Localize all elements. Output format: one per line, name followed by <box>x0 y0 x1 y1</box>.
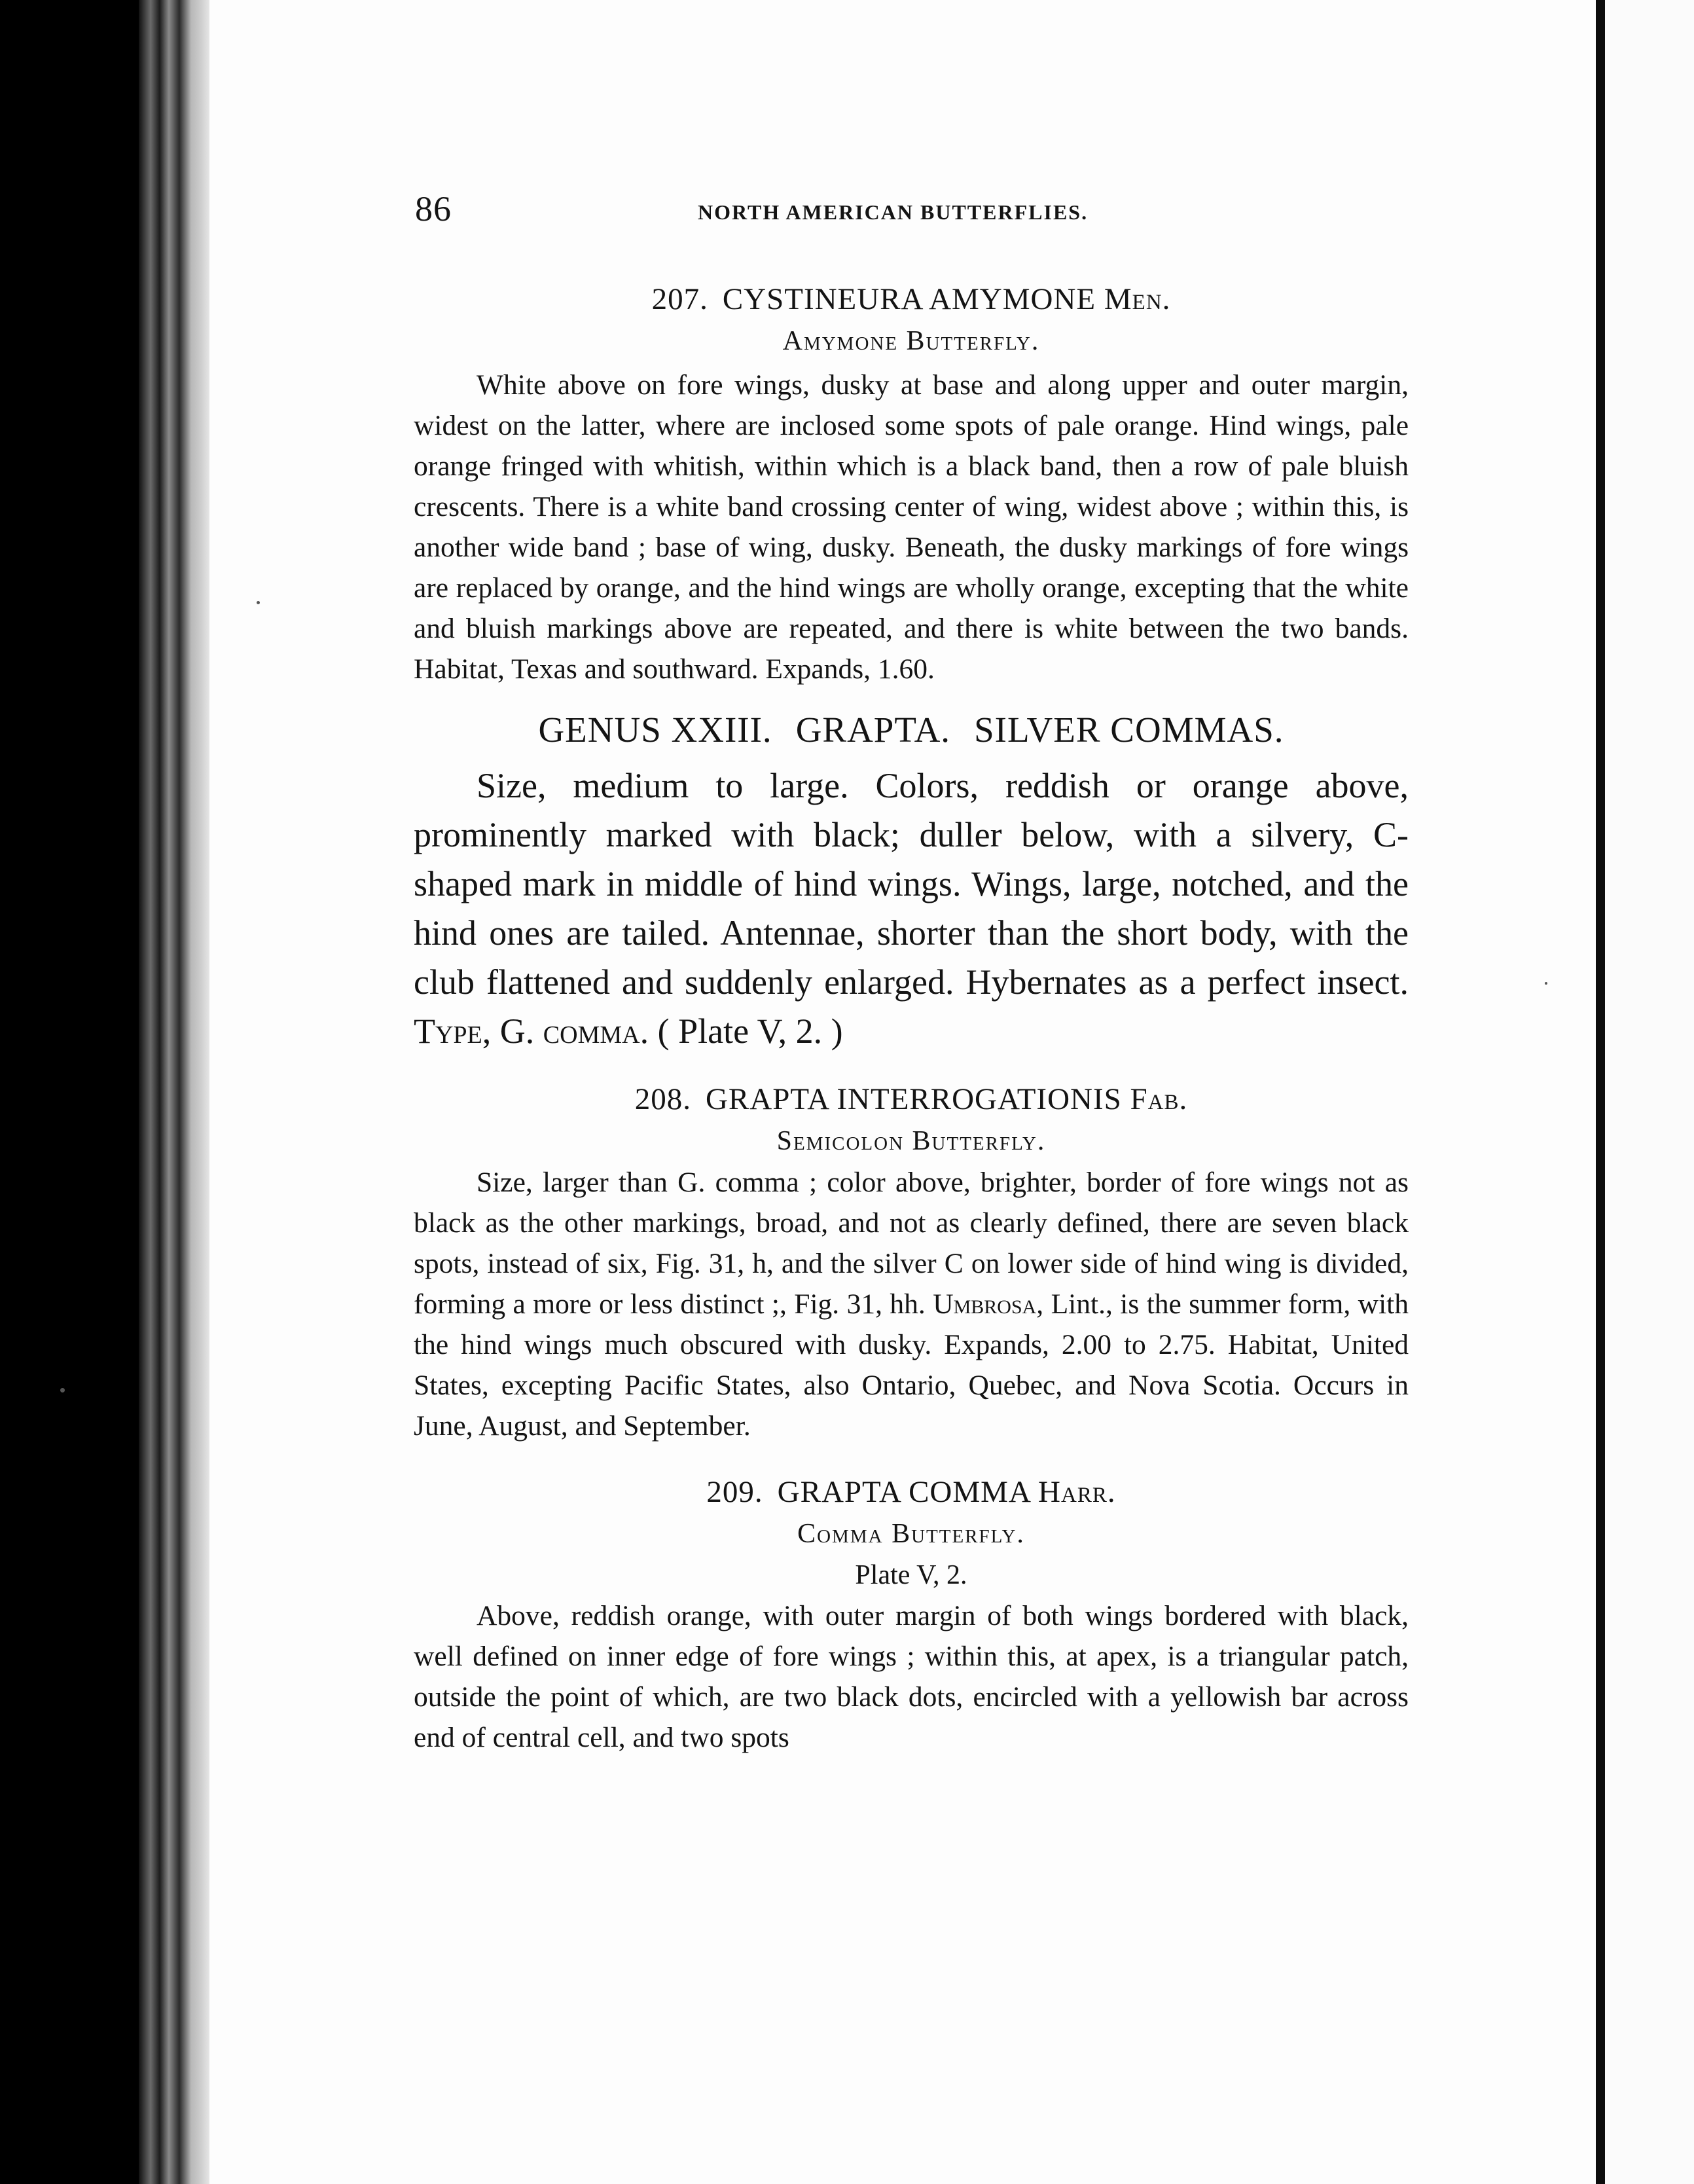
variety-name: Umbrosa, <box>933 1288 1044 1320</box>
species-208-description-b: Lint., is the summer form, with the hind wings much obscured with dusky. Expands, 2.00 to 2.75. Habitat, United States, excepting Pacific States, also Ontario, Quebec, and Nova Scotia. Occurs in June, August, and September. <box>414 1288 1409 1442</box>
genus-description <box>414 761 1409 1056</box>
species-209-plate-ref: Plate V, 2. <box>855 1560 967 1590</box>
species-209-common-name: Comma Butterfly. <box>797 1519 1025 1549</box>
species-author: Men. <box>1104 282 1171 316</box>
page-number: 86 <box>415 189 452 228</box>
type-label: Type, <box>414 1011 492 1051</box>
genus-common-name: SILVER COMMAS. <box>974 710 1284 750</box>
species-208-heading <box>414 1078 1409 1120</box>
genus-name: GRAPTA. <box>795 710 951 750</box>
species-name: GRAPTA COMMA <box>777 1475 1030 1509</box>
species-name: CYSTINEURA AMYMONE <box>722 282 1096 316</box>
running-head-title: NORTH AMERICAN BUTTERFLIES. <box>698 200 1089 224</box>
scan-speck <box>60 1388 65 1392</box>
page-edge-stack <box>139 0 209 2184</box>
species-author: Fab. <box>1130 1082 1188 1116</box>
species-208-description-a: Size, larger than G. comma ; color above, brighter, border of fore wings not as black as the other markings, broad, and not as clearly defined, there are seven black spots, instead of six, Fig. 31, h, and the silver C on lower side of hind wing is divided, forming a more or less distinct ;, Fig. 31, hh. <box>414 1167 1409 1320</box>
species-207-heading <box>414 278 1409 320</box>
species-number: 207. <box>651 282 708 316</box>
text-column <box>414 278 1409 1758</box>
species-209-heading <box>414 1471 1409 1513</box>
scan-speck <box>1545 982 1547 985</box>
genus-plate-ref: ( Plate V, 2. ) <box>657 1011 843 1051</box>
species-number: 209. <box>706 1475 763 1509</box>
type-species: G. comma. <box>499 1011 649 1051</box>
species-208-common-name: Semicolon Butterfly. <box>776 1126 1046 1156</box>
left-binding-gutter <box>0 0 139 2184</box>
genus-heading <box>414 704 1409 756</box>
species-207-common-name: Amymone Butterfly. <box>782 326 1040 356</box>
species-207-description: White above on fore wings, dusky at base and along upper and outer margin, widest on the latter, where are inclosed some spots of pale orange. Hind wings, pale orange fringed with whitish, within which is a black band, then a row of pale bluish crescents. There is a white band crossing center of wing, widest above ; within this, is another wide band ; base of wing, dusky. Beneath, the dusky markings of fore wings are replaced by orange, and the hind wings are wholly orange, excepting that the white and bluish markings above are repeated, and there is white between the two bands. Habitat, Texas and southward. Expands, 1.60. <box>414 369 1409 685</box>
genus-label: GENUS XXIII. <box>538 710 772 750</box>
scan-speck <box>257 601 260 604</box>
species-author: Harr. <box>1038 1475 1116 1509</box>
right-page-fold <box>1596 0 1605 2184</box>
facing-page-strip <box>1605 0 1694 2184</box>
species-name: GRAPTA INTERROGATIONIS <box>705 1082 1122 1116</box>
species-209-description: Above, reddish orange, with outer margin of both wings bordered with black, well defined on inner edge of fore wings ; within this, at apex, is a triangular patch, outside the point of which, are two black dots, encircled with a yellowish bar across end of central cell, and two spots <box>414 1600 1409 1753</box>
genus-description-main: Size, medium to large. Colors, reddish or orange above, prominently marked with black; duller below, with a silvery, C-shaped mark in middle of hind wings. Wings, large, notched, and the hind ones are tailed. Antennae, shorter than the short body, with the club flattened and suddenly enlarged. Hybernates as a perfect insect. <box>414 766 1409 1002</box>
species-number: 208. <box>634 1082 691 1116</box>
species-208-description <box>414 1162 1409 1446</box>
